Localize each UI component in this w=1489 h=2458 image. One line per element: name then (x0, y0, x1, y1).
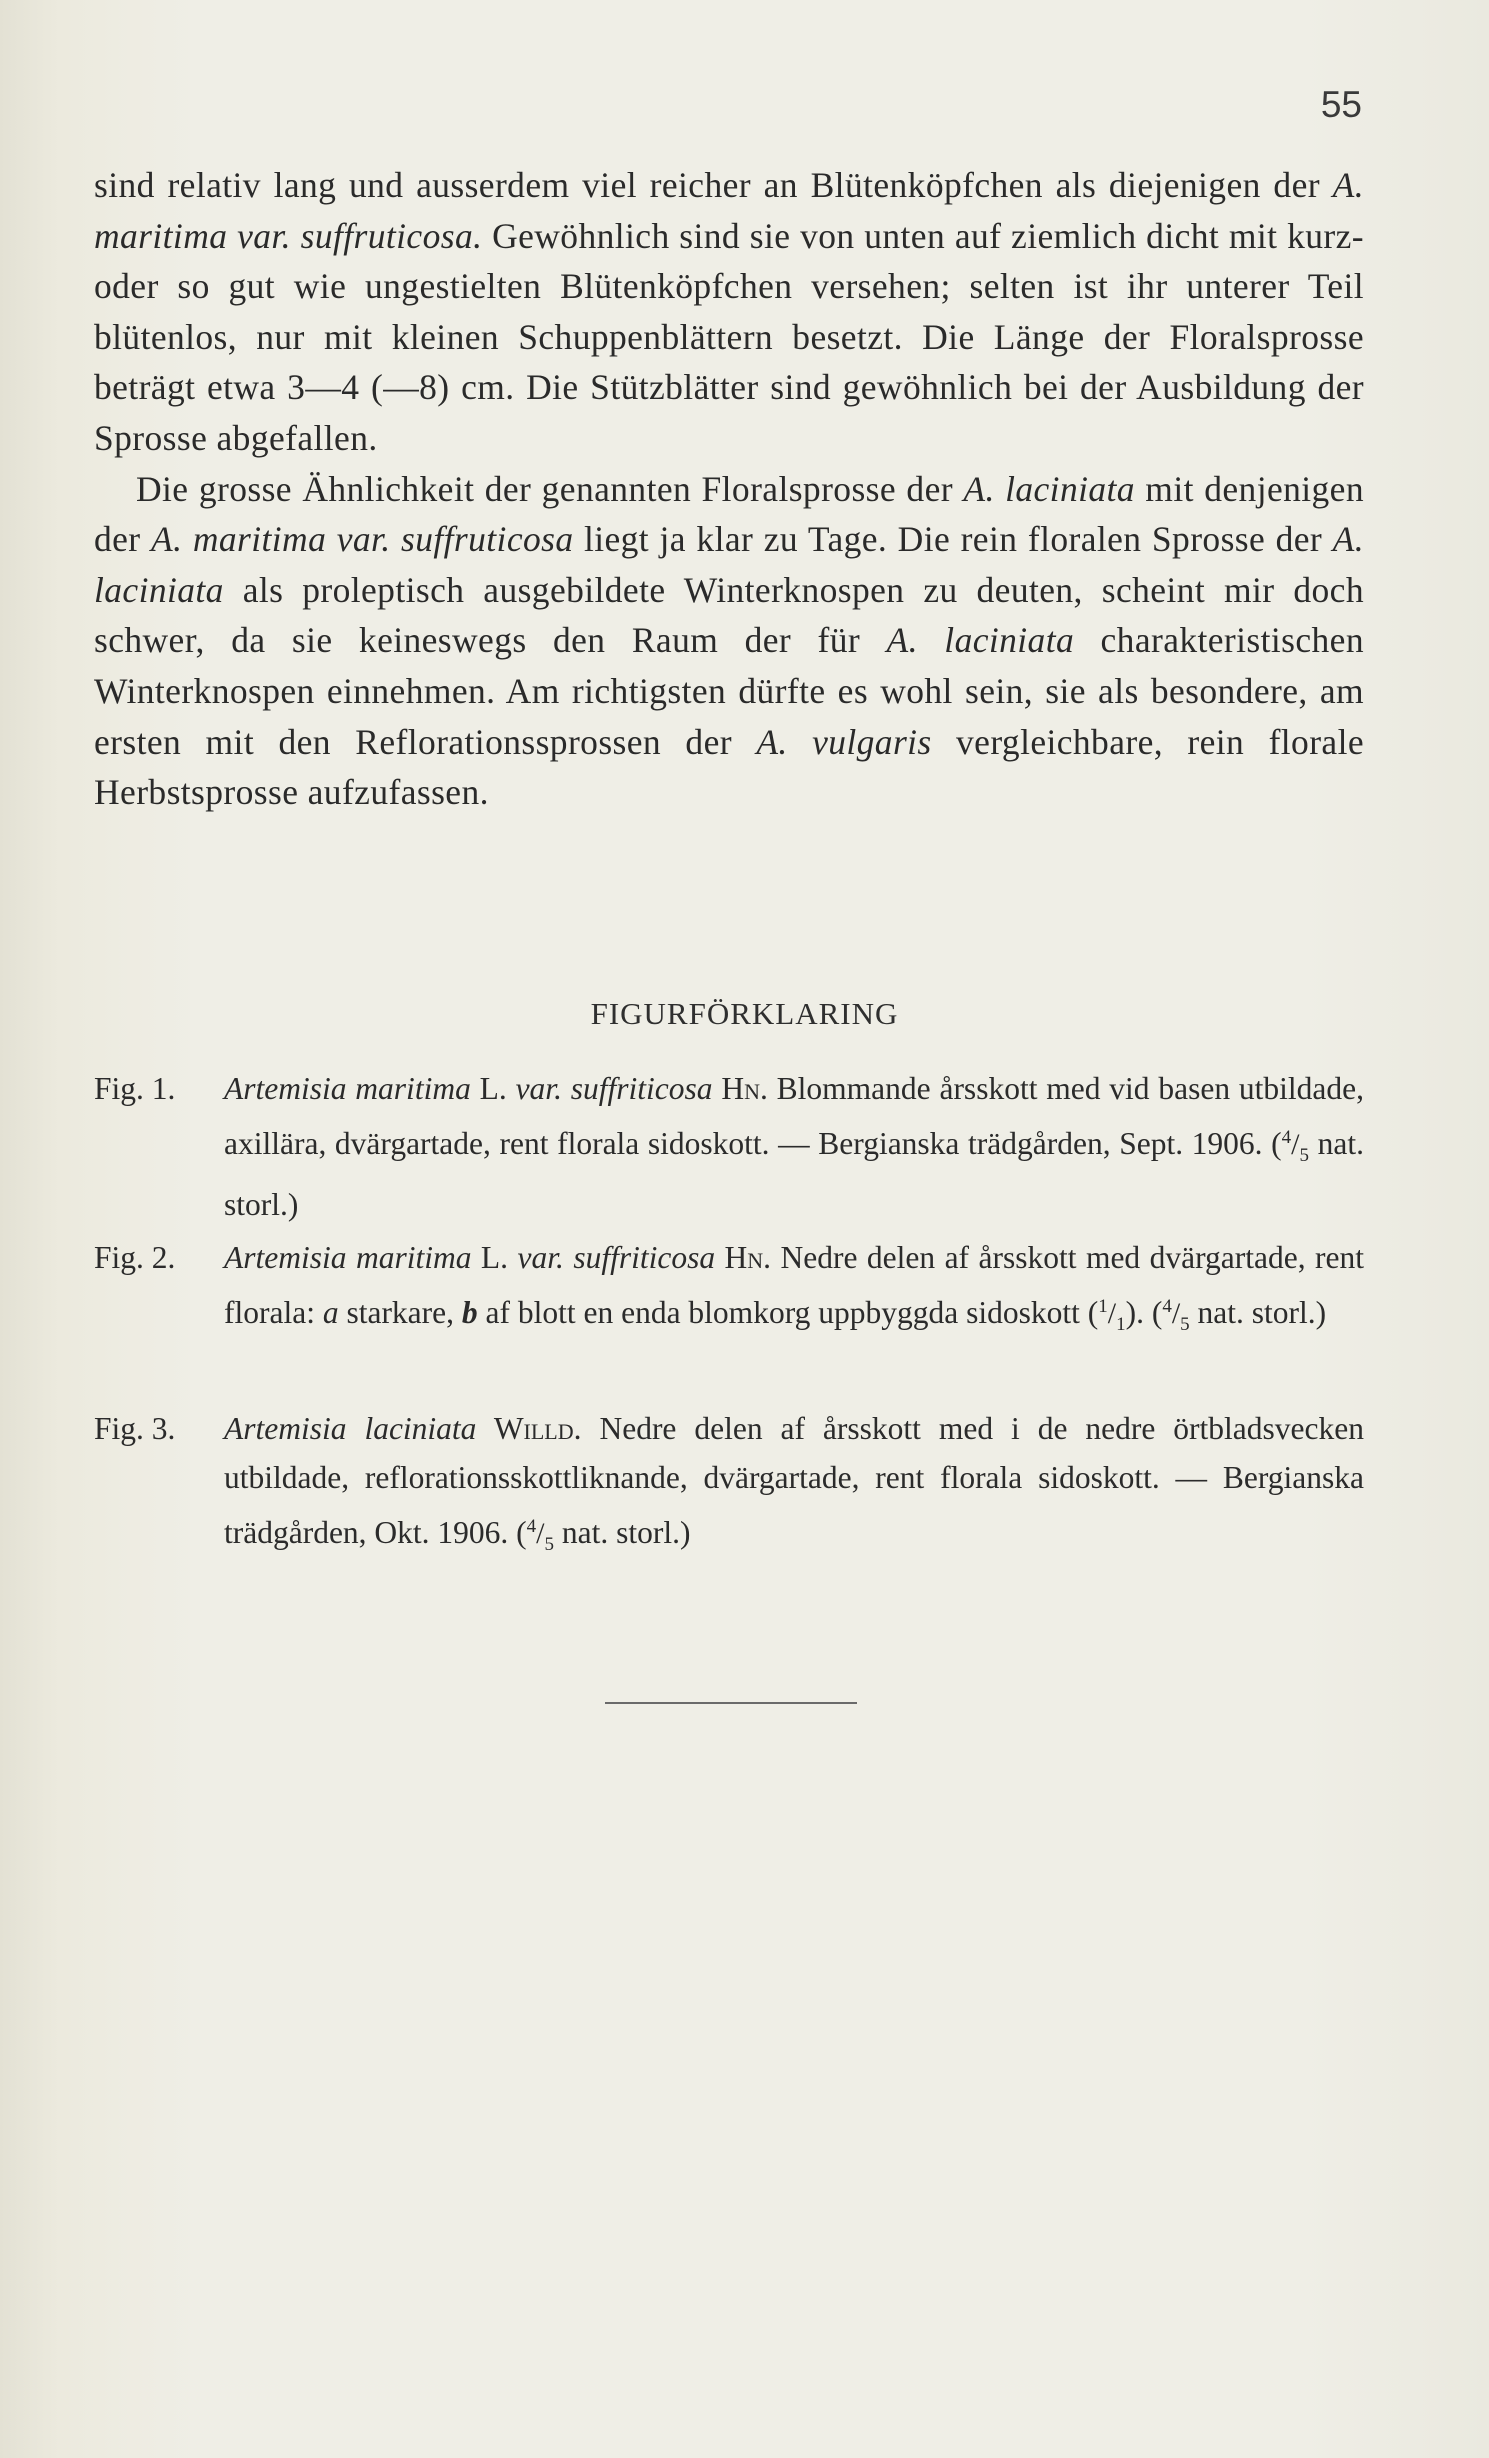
species-name: Artemisia maritima (224, 1071, 471, 1106)
fraction-numerator: 1 (1098, 1296, 1108, 1317)
section-heading: FIGURFÖRKLARING (590, 996, 899, 1031)
author-name: L. (470, 1071, 516, 1106)
p2-text-b: mit denjenigen der (94, 468, 1364, 560)
p2-text-d: als proleptisch ausgebildete Winterknospen zu deuten, scheint mir doch schwer, da sie keineswegs den Raum der für (94, 569, 1364, 661)
figure-caption-3 (94, 1404, 1364, 1569)
caption-text: Nedre delen af årsskott med i de nedre örtbladsvecken utbildade, reflorationsskottliknande, dvärgartade, rent florala sidoskott. — Bergianska trädgården, Okt. 1906. ( (224, 1411, 1364, 1550)
authority-name: Hn. (715, 1240, 772, 1275)
end-rule-divider (605, 1702, 857, 1704)
scale-fraction: $^4/_5$ (526, 1516, 555, 1555)
figure-caption-2 (94, 1233, 1364, 1349)
scale-fraction: $^4/_5$ (1281, 1127, 1310, 1166)
p2-text-e: charakteristischen Winterknospen einnehmen. Am richtigsten dürfte es wohl sein, sie als besondere, am ersten mit den Reflorationssprossen der (94, 620, 1364, 762)
page-number: 55 (1320, 84, 1362, 125)
p2-italic-2: A. maritima var. suffruticosa (151, 519, 574, 560)
author-name: L. (471, 1240, 518, 1275)
p1-text-b: Gewöhnlich sind sie von unten auf ziemlich dicht mit kurz- oder so gut wie ungestielten Blütenköpfchen versehen; selten ist ihr unterer Teil blütenlos, nur mit kleinen Schuppenblättern besetzt. Die Länge der Floralsprosse beträgt etwa 3—4 (—8) cm. Die Stützblätter sind gewöhnlich bei der Ausbildung der Sprosse abgefallen. (94, 215, 1364, 458)
figure-description (224, 1233, 1364, 1349)
p2-italic-1: A. laciniata (963, 468, 1135, 509)
variety-name: var. suffriticosa (517, 1240, 716, 1275)
scale-fraction: $^4/_5$ (1162, 1296, 1190, 1335)
fraction-denominator: 5 (1180, 1314, 1190, 1335)
species-name: Artemisia maritima (224, 1240, 472, 1275)
figure-label: Fig. 1. (94, 1071, 176, 1106)
caption-text-c: af blott en enda blomkorg uppbyggda sidoskott ( (477, 1295, 1099, 1330)
authority-name: Hn. (712, 1071, 768, 1106)
label-a: a (322, 1295, 339, 1330)
fraction-numerator: 4 (526, 1516, 537, 1537)
paragraph-2 (94, 464, 1364, 818)
p2-text-c: liegt ja klar zu Tage. Die rein floralen Sprosse der (573, 519, 1333, 560)
species-name: Artemisia laciniata (224, 1411, 477, 1446)
caption-tail: nat. storl.) (224, 1126, 1364, 1222)
caption-tail: nat. storl.) (554, 1515, 691, 1550)
caption-text-b: starkare, (338, 1295, 462, 1330)
p2-italic-5: A. vulgaris (756, 721, 932, 762)
caption-text: Blommande årsskott med vid basen utbildade, axillära, dvärgartade, rent florala sidoskott. — Bergianska trädgården, Sept. 1906. ( (224, 1071, 1364, 1161)
caption-text-d: ). ( (1125, 1295, 1163, 1330)
scale-fraction-natural: $^1/_1$ (1098, 1296, 1126, 1335)
figure-caption-1 (94, 1064, 1364, 1229)
fraction-numerator: 4 (1162, 1296, 1172, 1317)
p2-text-a: Die grosse Ähnlichkeit der genannten Floralsprosse der (136, 468, 964, 509)
p1-text-a: sind relativ lang und ausserdem viel reicher an Blütenköpfchen als diejenigen der (94, 165, 1333, 205)
fraction-denominator: 5 (544, 1534, 555, 1555)
p2-text-f: vergleichbare, rein florale Herbstsprosse aufzufassen. (94, 721, 1364, 813)
variety-name: var. suffriticosa (515, 1071, 713, 1106)
body-text (94, 160, 1364, 818)
figure-description (224, 1404, 1364, 1569)
fraction-numerator: 4 (1281, 1127, 1292, 1148)
fraction-denominator: 5 (1299, 1145, 1310, 1166)
label-b: b (461, 1295, 478, 1330)
paragraph-1 (94, 160, 1364, 464)
p2-italic-3: A. laciniata (94, 519, 1365, 610)
p1-italic-taxon: A. maritima var. suffruticosa. (94, 165, 1364, 256)
caption-tail: nat. storl.) (1189, 1295, 1327, 1330)
caption-text: Nedre delen af årsskott med dvärgartade, rent florala: (224, 1240, 1365, 1330)
p2-italic-4: A. laciniata (886, 620, 1075, 661)
fraction-denominator: 1 (1116, 1314, 1126, 1335)
figure-label: Fig. 3. (94, 1411, 176, 1446)
figure-label: Fig. 2. (94, 1240, 176, 1275)
figure-description (224, 1064, 1364, 1229)
authority-name: Willd. (476, 1411, 582, 1446)
